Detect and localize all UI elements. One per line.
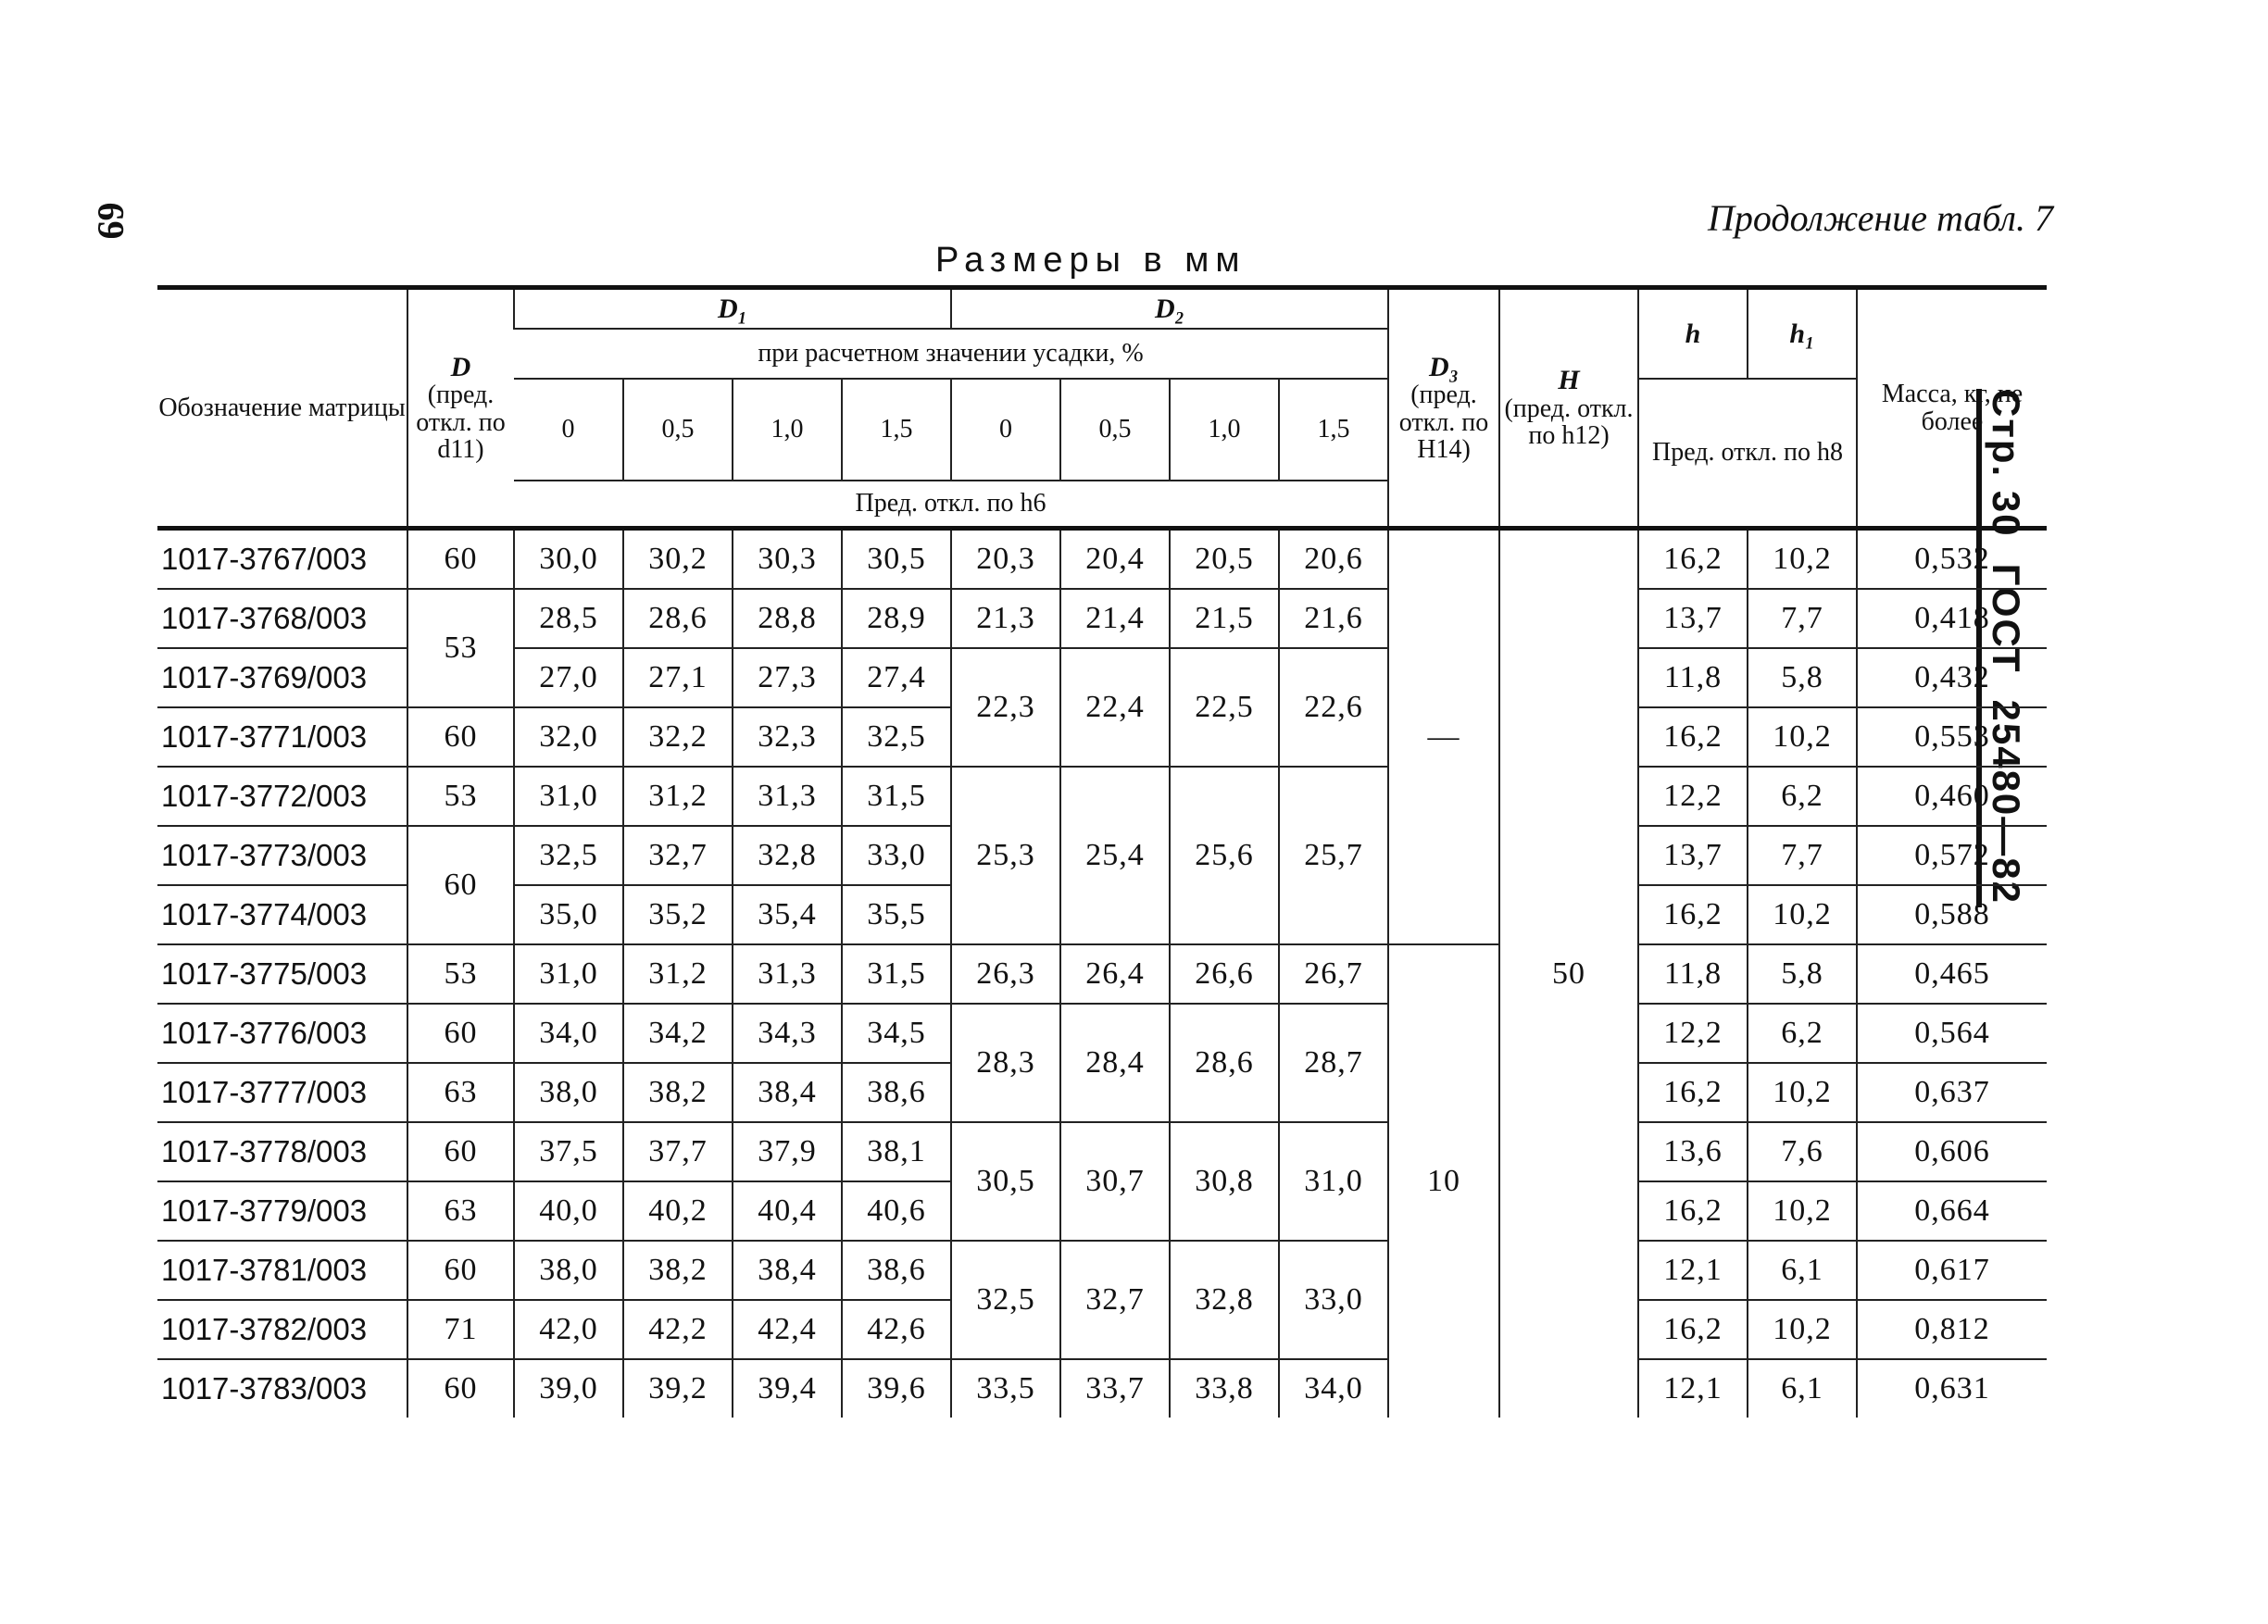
mass-value: 0,418: [1857, 589, 2047, 648]
d1-value: 34,3: [733, 1004, 842, 1063]
matrix-designation: 1017-3774/003: [157, 885, 407, 944]
d1-value: 31,0: [514, 944, 623, 1004]
d-value: 53: [407, 944, 514, 1004]
d1-value: 42,2: [623, 1300, 733, 1359]
header-d: [407, 288, 514, 529]
d1-value: 28,5: [514, 589, 623, 648]
d1-value: 38,1: [842, 1122, 951, 1181]
d1-value: 37,9: [733, 1122, 842, 1181]
d1-value: 38,2: [623, 1063, 733, 1122]
d1-value: 38,0: [514, 1241, 623, 1300]
d1-value: 35,4: [733, 885, 842, 944]
d-value: 71: [407, 1300, 514, 1359]
stamp-page-label: Стр. 30: [1985, 389, 2028, 538]
d2-value: 25,4: [1060, 767, 1170, 944]
header-tolerance-h8: Пред. откл. по h8: [1638, 379, 1857, 529]
table-row: [157, 1004, 2047, 1063]
d1-value: 40,0: [514, 1181, 623, 1241]
matrix-designation: 1017-3778/003: [157, 1122, 407, 1181]
header-h-height-note: (пред. откл. по h12): [1504, 394, 1634, 451]
d1-value: 40,4: [733, 1181, 842, 1241]
header-name: Обозначение матрицы: [157, 288, 407, 529]
d1-value: 32,3: [733, 707, 842, 767]
header-d1-shrink-2: 1,0: [733, 379, 842, 481]
d2-value: 20,6: [1279, 529, 1388, 590]
d1-value: 30,2: [623, 529, 733, 590]
d1-value: 28,8: [733, 589, 842, 648]
d-value: 60: [407, 1241, 514, 1300]
d2-value: 21,6: [1279, 589, 1388, 648]
header-h-height-symbol: H: [1558, 365, 1580, 396]
table-row: [157, 589, 2047, 648]
d1-value: 40,6: [842, 1181, 951, 1241]
d1-value: 34,0: [514, 1004, 623, 1063]
d2-value: 30,7: [1060, 1122, 1170, 1241]
h-value: 12,2: [1638, 1004, 1748, 1063]
mass-value: 0,564: [1857, 1004, 2047, 1063]
d1-value: 32,7: [623, 826, 733, 885]
d1-value: 31,2: [623, 944, 733, 1004]
d2-value: 20,5: [1170, 529, 1279, 590]
d1-value: 33,0: [842, 826, 951, 885]
h-value: 13,7: [1638, 589, 1748, 648]
d3-value: 10: [1388, 944, 1499, 1418]
d1-value: 34,5: [842, 1004, 951, 1063]
mass-value: 0,465: [1857, 944, 2047, 1004]
header-d2-symbol: D₂: [1154, 293, 1185, 324]
header-d1-shrink-3: 1,5: [842, 379, 951, 481]
d2-value: 33,5: [951, 1359, 1060, 1418]
d2-value: 32,5: [951, 1241, 1060, 1359]
d1-value: 31,2: [623, 767, 733, 826]
table-row: [157, 1359, 2047, 1418]
table-row: [157, 767, 2047, 826]
header-d3-note: (пред. откл. по H14): [1398, 381, 1489, 464]
h-height-value: 50: [1499, 529, 1638, 1418]
table-row: [157, 529, 2047, 590]
h1-value: 5,8: [1748, 944, 1857, 1004]
d1-value: 32,0: [514, 707, 623, 767]
d1-value: 31,5: [842, 944, 951, 1004]
header-d3: [1388, 288, 1499, 529]
d2-value: 30,5: [951, 1122, 1060, 1241]
d2-value: 25,6: [1170, 767, 1279, 944]
d1-value: 28,9: [842, 589, 951, 648]
d2-value: 20,3: [951, 529, 1060, 590]
table-row: [157, 944, 2047, 1004]
d1-value: 32,8: [733, 826, 842, 885]
d2-value: 28,7: [1279, 1004, 1388, 1122]
matrix-designation: 1017-3772/003: [157, 767, 407, 826]
h-value: 13,6: [1638, 1122, 1748, 1181]
h1-value: 5,8: [1748, 648, 1857, 707]
d2-value: 26,4: [1060, 944, 1170, 1004]
d1-value: 30,0: [514, 529, 623, 590]
header-h1: [1748, 288, 1857, 379]
d-value: 60: [407, 1004, 514, 1063]
d1-value: 37,7: [623, 1122, 733, 1181]
d2-value: 26,6: [1170, 944, 1279, 1004]
h-value: 16,2: [1638, 1181, 1748, 1241]
h-value: 16,2: [1638, 707, 1748, 767]
d-value: 60: [407, 529, 514, 590]
h1-value: 10,2: [1748, 1181, 1857, 1241]
matrix-designation: 1017-3779/003: [157, 1181, 407, 1241]
d2-value: 33,0: [1279, 1241, 1388, 1359]
d1-value: 38,4: [733, 1063, 842, 1122]
d1-value: 42,4: [733, 1300, 842, 1359]
matrix-designation: 1017-3773/003: [157, 826, 407, 885]
d1-value: 35,5: [842, 885, 951, 944]
table-row: [157, 1122, 2047, 1181]
d1-value: 38,6: [842, 1063, 951, 1122]
h-value: 16,2: [1638, 529, 1748, 590]
header-d2-shrink-3: 1,5: [1279, 379, 1388, 481]
d2-value: 26,7: [1279, 944, 1388, 1004]
h1-value: 10,2: [1748, 1300, 1857, 1359]
d1-value: 32,5: [514, 826, 623, 885]
mass-value: 0,553: [1857, 707, 2047, 767]
d1-value: 38,4: [733, 1241, 842, 1300]
d-value: 60: [407, 1359, 514, 1418]
d-value: 53: [407, 589, 514, 707]
header-h-symbol: h: [1685, 318, 1701, 349]
page-number: 69: [90, 202, 132, 240]
d-value: 60: [407, 826, 514, 944]
header-tolerance-h6: Пред. откл. по h6: [514, 481, 1388, 529]
h1-value: 6,1: [1748, 1241, 1857, 1300]
d1-value: 39,6: [842, 1359, 951, 1418]
d2-value: 33,8: [1170, 1359, 1279, 1418]
d2-value: 34,0: [1279, 1359, 1388, 1418]
stamp-code: 25480—82: [1985, 699, 2028, 906]
h1-value: 10,2: [1748, 1063, 1857, 1122]
header-d3-symbol: D₃: [1428, 351, 1460, 382]
header-d1-symbol: D₁: [717, 293, 748, 324]
matrix-designation: 1017-3777/003: [157, 1063, 407, 1122]
header-shrinkage: при расчетном значении усадки, %: [514, 329, 1388, 379]
d2-value: 21,4: [1060, 589, 1170, 648]
mass-value: 0,588: [1857, 885, 2047, 944]
d1-value: 28,6: [623, 589, 733, 648]
d2-value: 30,8: [1170, 1122, 1279, 1241]
d1-value: 42,0: [514, 1300, 623, 1359]
header-d2-shrink-2: 1,0: [1170, 379, 1279, 481]
d2-value: 20,4: [1060, 529, 1170, 590]
matrix-designation: 1017-3775/003: [157, 944, 407, 1004]
d1-value: 27,4: [842, 648, 951, 707]
d-value: 63: [407, 1181, 514, 1241]
h-value: 16,2: [1638, 1300, 1748, 1359]
header-d-note: (пред. откл. по d11): [416, 381, 506, 464]
d2-value: 28,4: [1060, 1004, 1170, 1122]
d1-value: 35,2: [623, 885, 733, 944]
d1-value: 27,3: [733, 648, 842, 707]
h1-value: 7,7: [1748, 589, 1857, 648]
h1-value: 7,6: [1748, 1122, 1857, 1181]
h-value: 16,2: [1638, 885, 1748, 944]
h-value: 16,2: [1638, 1063, 1748, 1122]
h-value: 12,1: [1638, 1241, 1748, 1300]
d2-value: 21,3: [951, 589, 1060, 648]
d2-value: 26,3: [951, 944, 1060, 1004]
header-d1-shrink-1: 0,5: [623, 379, 733, 481]
matrix-designation: 1017-3771/003: [157, 707, 407, 767]
size-caption: Размеры в мм: [935, 241, 1247, 280]
mass-value: 0,631: [1857, 1359, 2047, 1418]
d1-value: 38,2: [623, 1241, 733, 1300]
continuation-caption: Продолжение табл. 7: [1707, 197, 2053, 239]
d1-value: 27,0: [514, 648, 623, 707]
h1-value: 7,7: [1748, 826, 1857, 885]
d2-value: 22,4: [1060, 648, 1170, 767]
d2-value: 22,6: [1279, 648, 1388, 767]
d2-value: 21,5: [1170, 589, 1279, 648]
d1-value: 42,6: [842, 1300, 951, 1359]
d2-value: 28,3: [951, 1004, 1060, 1122]
d2-value: 28,6: [1170, 1004, 1279, 1122]
h-value: 12,2: [1638, 767, 1748, 826]
matrix-designation: 1017-3767/003: [157, 529, 407, 590]
d2-value: 25,7: [1279, 767, 1388, 944]
matrix-designation: 1017-3768/003: [157, 589, 407, 648]
header-d2: [951, 288, 1388, 329]
d2-value: 31,0: [1279, 1122, 1388, 1241]
table-row: [157, 1241, 2047, 1300]
header-h-height: [1499, 288, 1638, 529]
mass-value: 0,432: [1857, 648, 2047, 707]
header-h1-symbol: h₁: [1789, 318, 1815, 349]
d1-value: 34,2: [623, 1004, 733, 1063]
h1-value: 6,1: [1748, 1359, 1857, 1418]
d2-value: 32,8: [1170, 1241, 1279, 1359]
d1-value: 31,3: [733, 767, 842, 826]
d1-value: 39,4: [733, 1359, 842, 1418]
d3-value: —: [1388, 529, 1499, 945]
header-d2-shrink-1: 0,5: [1060, 379, 1170, 481]
matrix-designation: 1017-3781/003: [157, 1241, 407, 1300]
mass-value: 0,617: [1857, 1241, 2047, 1300]
matrix-designation: 1017-3769/003: [157, 648, 407, 707]
d-value: 63: [407, 1063, 514, 1122]
h1-value: 10,2: [1748, 529, 1857, 590]
d1-value: 31,5: [842, 767, 951, 826]
dimensions-table: [157, 285, 2047, 1418]
h1-value: 6,2: [1748, 767, 1857, 826]
d1-value: 27,1: [623, 648, 733, 707]
h-value: 13,7: [1638, 826, 1748, 885]
d1-value: 40,2: [623, 1181, 733, 1241]
header-d2-shrink-0: 0: [951, 379, 1060, 481]
mass-value: 0,606: [1857, 1122, 2047, 1181]
d-value: 60: [407, 707, 514, 767]
d2-value: 32,7: [1060, 1241, 1170, 1359]
mass-value: 0,812: [1857, 1300, 2047, 1359]
header-d1-shrink-0: 0: [514, 379, 623, 481]
d1-value: 31,3: [733, 944, 842, 1004]
d2-value: 33,7: [1060, 1359, 1170, 1418]
mass-value: 0,664: [1857, 1181, 2047, 1241]
d1-value: 39,0: [514, 1359, 623, 1418]
h1-value: 10,2: [1748, 707, 1857, 767]
d1-value: 32,2: [623, 707, 733, 767]
d1-value: 38,0: [514, 1063, 623, 1122]
d1-value: 32,5: [842, 707, 951, 767]
d2-value: 22,3: [951, 648, 1060, 767]
d1-value: 39,2: [623, 1359, 733, 1418]
h-value: 11,8: [1638, 648, 1748, 707]
d1-value: 30,5: [842, 529, 951, 590]
mass-value: 0,460: [1857, 767, 2047, 826]
matrix-designation: 1017-3776/003: [157, 1004, 407, 1063]
d1-value: 35,0: [514, 885, 623, 944]
matrix-designation: 1017-3783/003: [161, 1371, 368, 1405]
d1-value: 31,0: [514, 767, 623, 826]
d2-value: 22,5: [1170, 648, 1279, 767]
header-d-symbol: D: [450, 351, 471, 382]
d1-value: 38,6: [842, 1241, 951, 1300]
d1-value: 37,5: [514, 1122, 623, 1181]
h1-value: 6,2: [1748, 1004, 1857, 1063]
h-value: 12,1: [1638, 1359, 1748, 1418]
mass-value: 0,637: [1857, 1063, 2047, 1122]
d-value: 53: [407, 767, 514, 826]
h1-value: 10,2: [1748, 885, 1857, 944]
d2-value: 25,3: [951, 767, 1060, 944]
header-h: [1638, 288, 1748, 379]
header-mass: Масса, кг, не более: [1857, 288, 2047, 529]
matrix-designation: 1017-3782/003: [157, 1300, 407, 1359]
d1-value: 30,3: [733, 529, 842, 590]
h-value: 11,8: [1638, 944, 1748, 1004]
d-value: 60: [407, 1122, 514, 1181]
mass-value: 0,572: [1857, 826, 2047, 885]
header-d1: [514, 288, 951, 329]
mass-value: 0,532: [1857, 529, 2047, 590]
stamp-standard: ГОСТ: [1985, 563, 2028, 674]
